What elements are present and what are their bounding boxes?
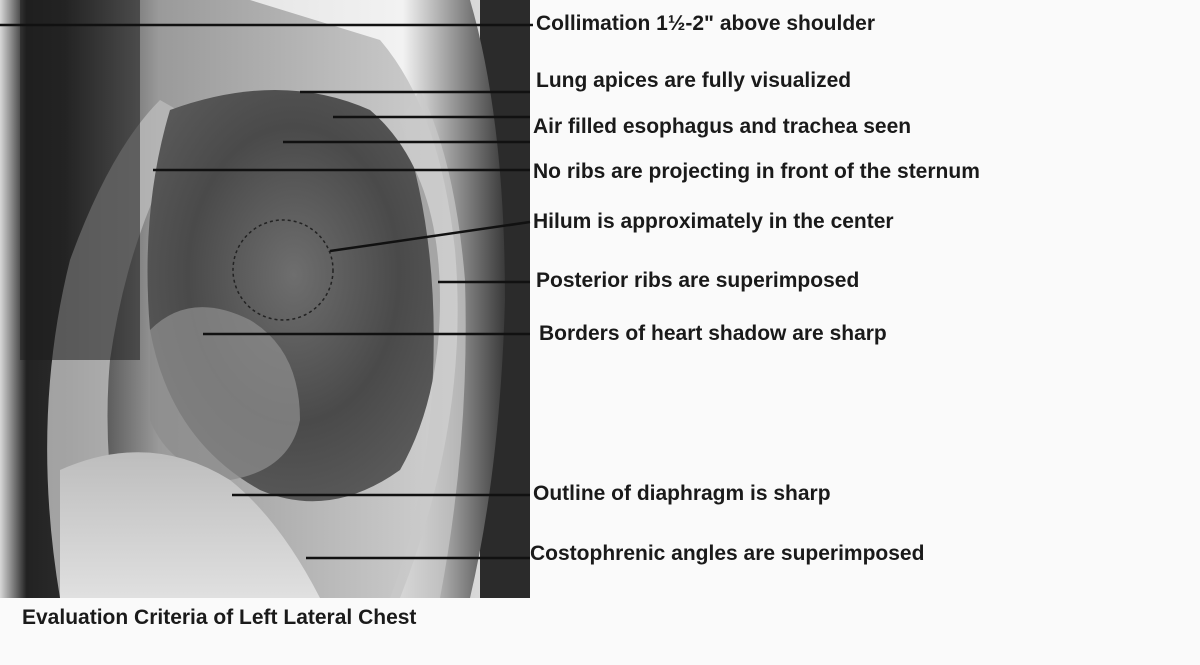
label-costophrenic: Costophrenic angles are superimposed bbox=[530, 542, 925, 565]
label-hilum: Hilum is approximately in the center bbox=[533, 210, 894, 233]
label-collimation: Collimation 1½-2" above shoulder bbox=[536, 12, 876, 35]
figure-caption: Evaluation Criteria of Left Lateral Chest bbox=[22, 606, 417, 629]
label-ribs-sternum: No ribs are projecting in front of the sternum bbox=[533, 160, 980, 183]
label-esophagus-trachea: Air filled esophagus and trachea seen bbox=[533, 115, 912, 138]
label-posterior-ribs: Posterior ribs are superimposed bbox=[536, 269, 860, 292]
label-lung-apices: Lung apices are fully visualized bbox=[536, 69, 852, 92]
label-diaphragm: Outline of diaphragm is sharp bbox=[533, 482, 831, 505]
leader-line-hilum bbox=[330, 222, 530, 251]
label-heart-shadow: Borders of heart shadow are sharp bbox=[539, 322, 887, 345]
